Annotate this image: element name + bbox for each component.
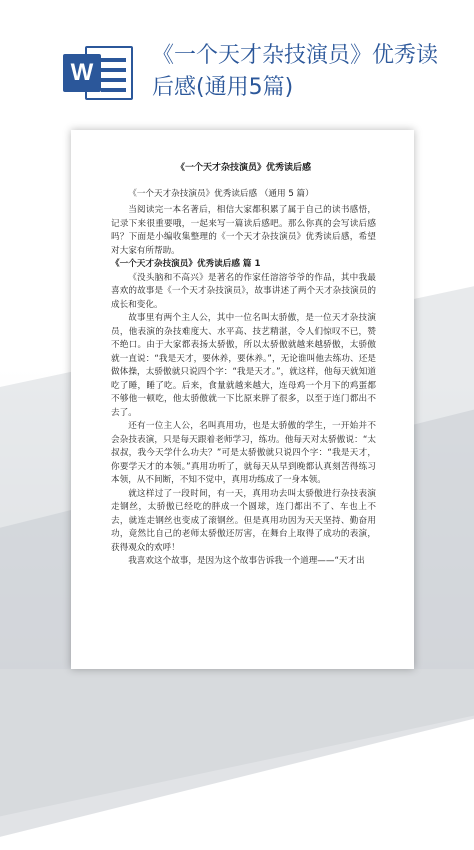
body-paragraph: 《没头脑和不高兴》是著名的作家任溶溶爷爷的作品，其中我最喜欢的故事是《一个天才杂技演员》，故事讲述了两个天才杂技演员的成长和变化。: [111, 272, 376, 310]
document-content: [111, 162, 376, 569]
intro-paragraph: 当阅读完一本名著后，相信大家都积累了属于自己的读书感悟，记录下来很重要哦，一起来写一篇读后感吧。那么你真的会写读后感吗？下面是小编收集整理的《一个天才杂技演员》优秀读后感，希望对大家有所帮助。: [111, 205, 376, 256]
page-title: 《一个天才杂技演员》优秀读后感(通用5篇): [152, 43, 439, 100]
document-subheading: 《一个天才杂技演员》优秀读后感 （通用 5 篇）: [128, 188, 314, 199]
body-paragraph: 就这样过了一段时间，有一天，真用功去叫太骄傲进行杂技表演走钢丝，太骄傲已经吃的胖成一个圆球，连门都出不了、车也上不去，就连走钢丝也变成了滚钢丝。但是真用功因为天天坚持、勤奋用功，竟然比自己的老师太骄傲还厉害，在舞台上取得了成功的表演，获得观众的欢呼！: [111, 488, 376, 553]
word-badge: W: [63, 54, 101, 92]
section-title: 《一个天才杂技演员》优秀读后感 篇 1: [111, 259, 261, 269]
body-paragraph: 还有一位主人公，名叫真用功，也是太骄傲的学生，一开始并不会杂技表演，只是每天跟着老师学习，练功。他每天对太骄傲说：“太叔叔，我今天学什么功夫？”可是太骄傲就只说四个字：“我是天才，你要学天才的本领。”真用功听了，就每天从早到晚都认真刻苦得练习本领，从不间断，不知不觉中，真用功练成了一身本领。: [111, 421, 376, 485]
document-preview: [71, 130, 414, 669]
document-heading: 《一个天才杂技演员》优秀读后感: [175, 163, 311, 173]
word-document-icon: [63, 42, 135, 104]
body-paragraph: 我喜欢这个故事，是因为这个故事告诉我一个道理——“天才出: [128, 556, 365, 566]
body-paragraph: 故事里有两个主人公，其中一位名叫太骄傲，是一位天才杂技演员，他表演的杂技难度大、水平高、技艺精湛，令人们惊叹不已，赞不绝口。由于大家都表扬太骄傲，所以太骄傲就越来越骄傲，太骄傲就一直说：“我是天才，要休养，要休养。”，无论谁叫他去练功、还是做体操，太骄傲就只说四个字：“我是天才。”，就这样，他每天就知道吃了睡，睡了吃。后来，食量就越来越大，连母鸡一个月下的鸡蛋都不够他一顿吃，他太骄傲就一下比原来胖了很多，以至于连门都出不去了。: [111, 313, 376, 418]
